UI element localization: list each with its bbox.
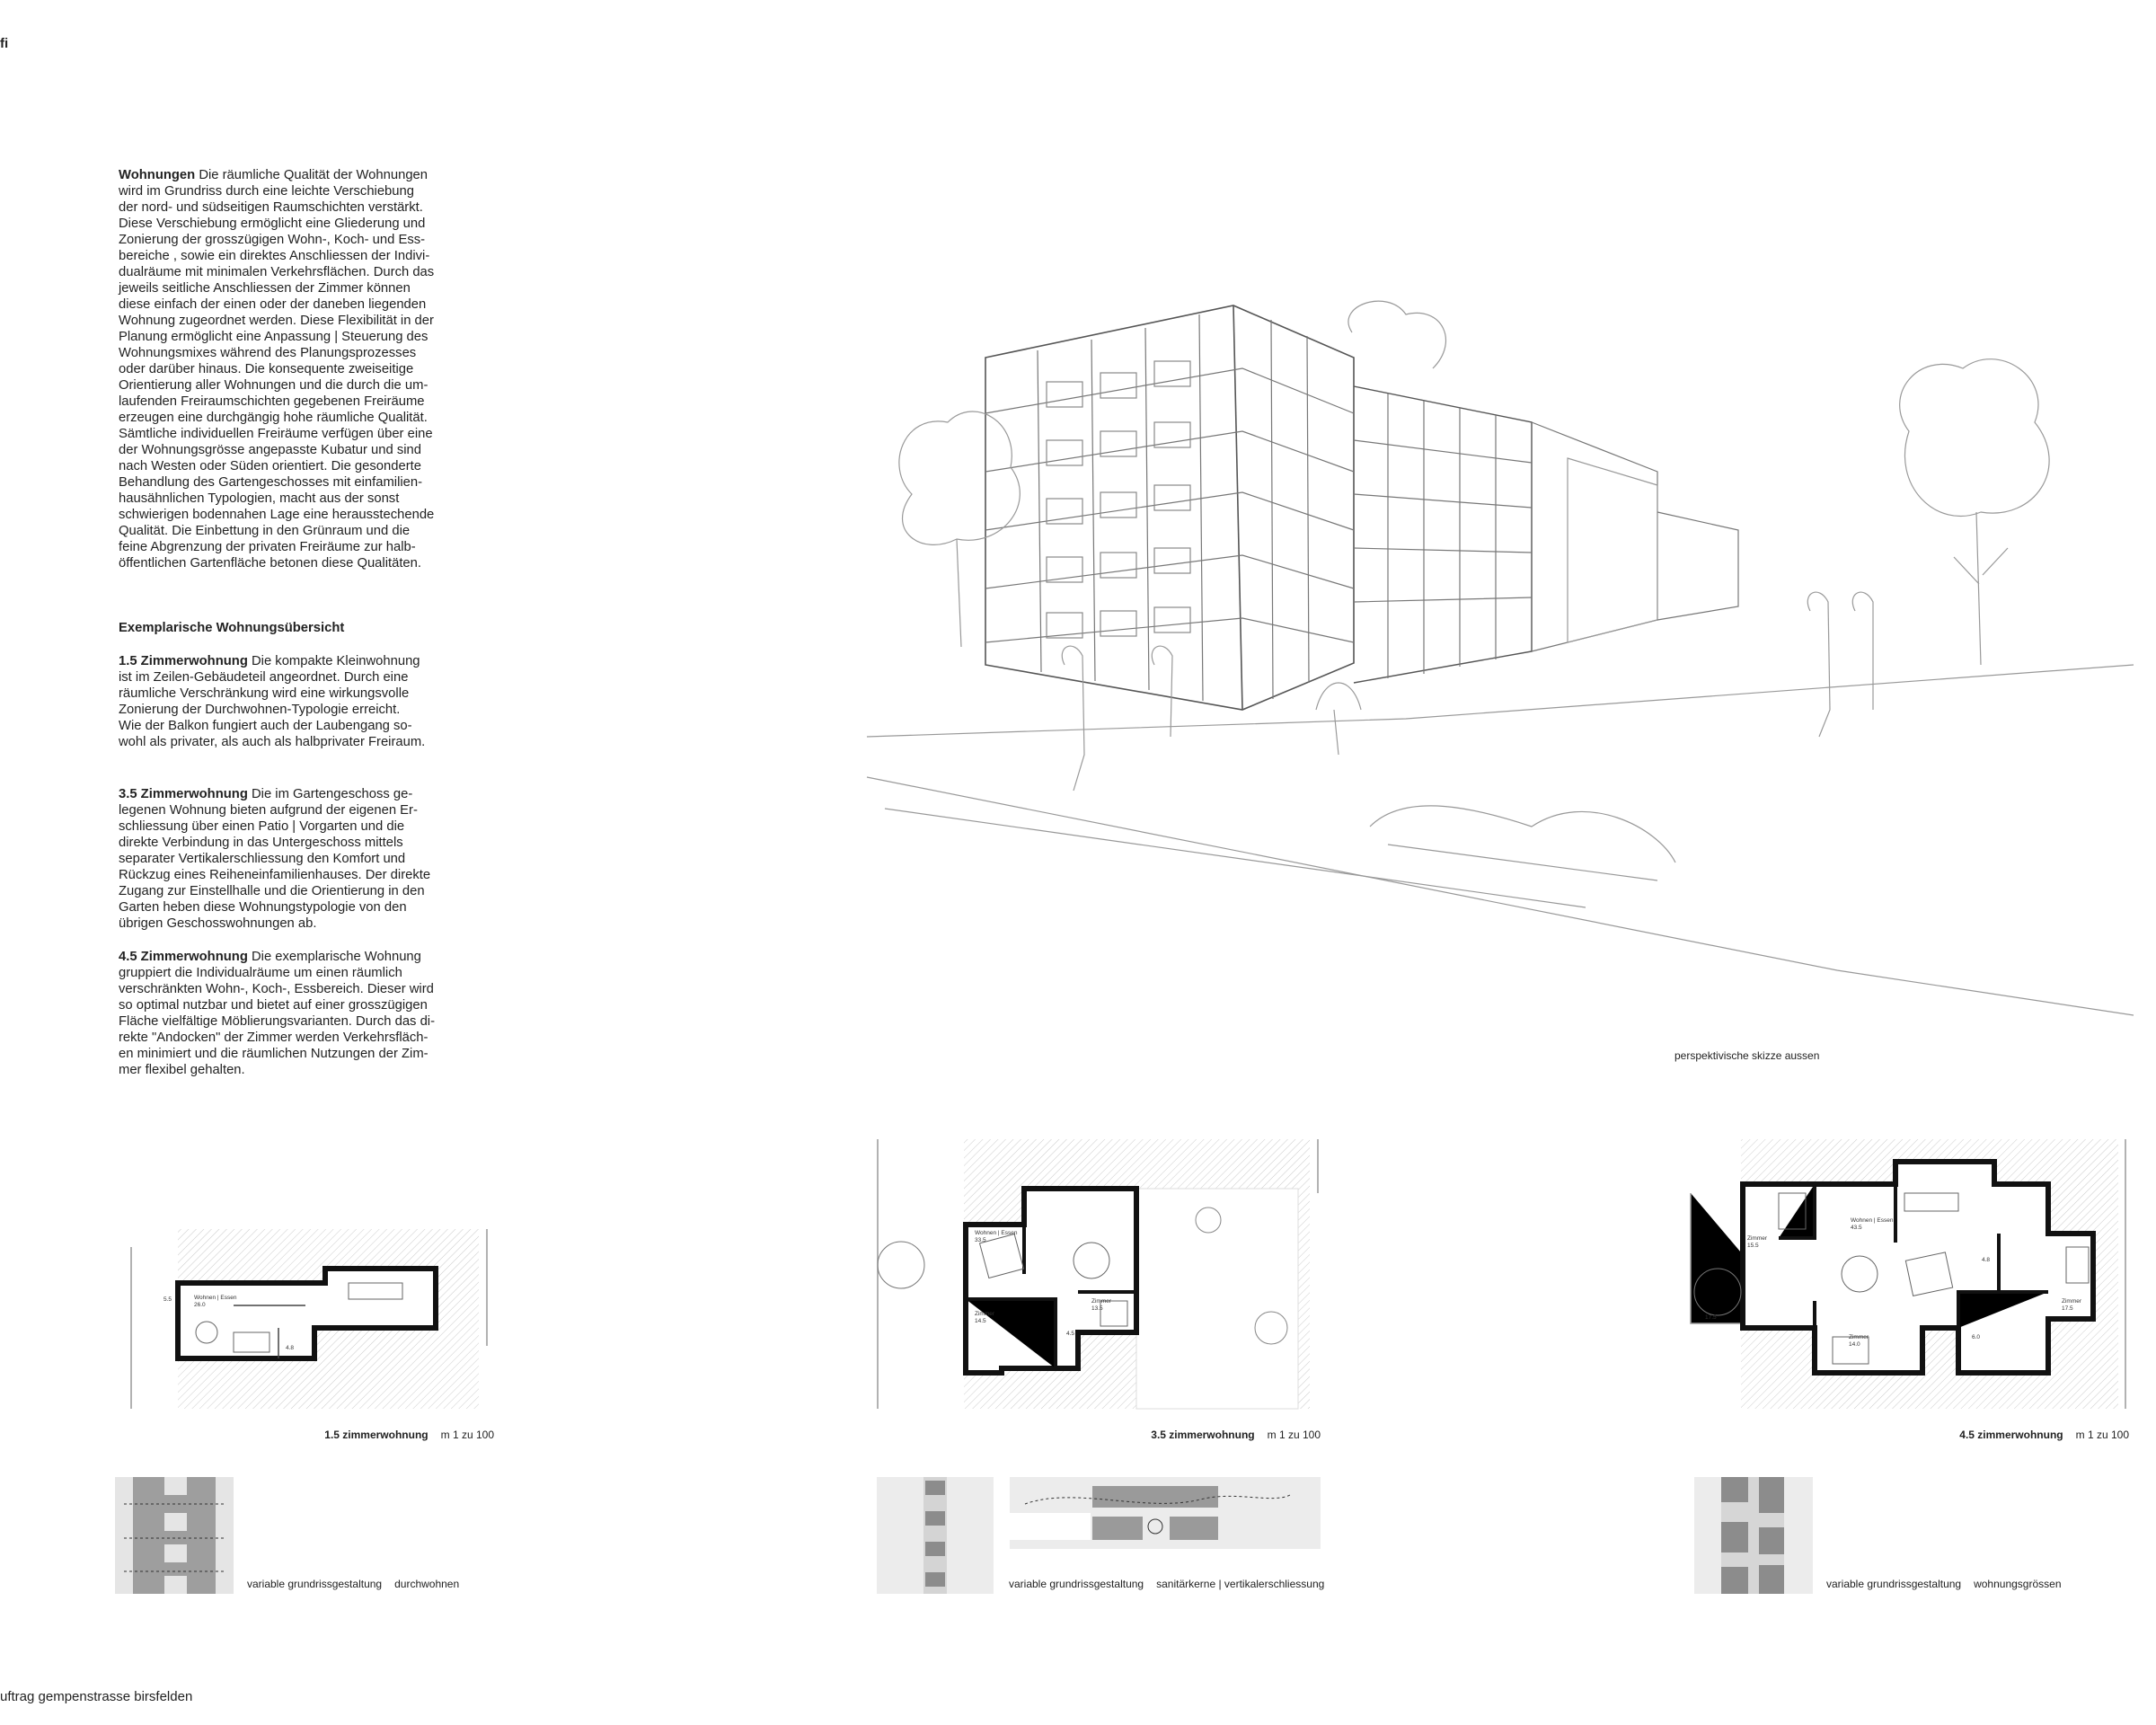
diagram-durchwohnen-caption: variable grundrissgestaltung durchwohnen [247,1578,460,1590]
corner-mark: fi [0,36,9,51]
uebersicht-heading: Exemplarische Wohnungsübersicht [119,621,345,635]
plan-1-5-drawing [126,1139,494,1427]
text-column [119,167,453,1078]
plan-4-5-caption: 4.5 zimmerwohnung m 1 zu 100 [1959,1429,2129,1441]
sketch-ground [867,592,2134,1015]
sketch-caption: perspektivische skizze aussen [1674,1049,1820,1062]
room-area-zimmer-2: 14.0 [1849,1341,1860,1348]
sketch-row-block [1354,386,1738,683]
plan-4-5-zimmerwohnung [1689,1139,2129,1441]
room-label-wohnen: Wohnen | Essen [194,1295,237,1301]
plan-3-5-drawing [876,1139,1321,1427]
room-label-zimmer-2: Zimmer [1849,1334,1869,1340]
room-label-zimmer-3: Zimmer [2062,1298,2082,1305]
room-label-balcony: 5.5 [163,1296,172,1303]
wohnungen-paragraph: Wohnungen Die räumliche Qualität der Wohnungen wird im Grundriss durch eine leichte Verschiebung der nord- und südseitigen Raumschichten verstärkt. Diese Verschiebung ermöglicht eine Gliederung und Zonierung der grosszügigen Wohn-, Koch- und Ess- bereiche , sowie ein direktes Anschliessen der Indivi- dualräume mit minimalen Verkehrsflächen. Durch das jeweils seitliche Anschliessen der Zimmer können diese einfach der einen oder der daneben liegenden Wohnung zugeordnet werden. Diese Flexibilität in der Planung ermöglicht eine Anpassung | Steuerung des Wohnungsmixes während des Planungsprozesses oder darüber hinaus. Die konsequente zweiseitige Orientierung aller Wohnungen und die durch die um- laufenden Freiraumschichten gegebenen Freiräume erzeugen eine durchgängig hohe räumliche Qualität. Sämtliche individuellen Freiräume verfügen über eine der Wohnungsgrösse angepasste Kubatur und sind nach Westen oder Süden orientiert. Die gesonderte Behandlung des Gartengeschosses mit einfamilien- hausähnlichen Typologien, macht aus der sonst schwierigen bodennahen Lage eine herausstechende Qualität. Die Einbettung in den Grünraum und die feine Abgrenzung der privaten Freiräume zur halb- öffentlichen Gartenfläche betonen diese Qualitäten. [119,168,435,571]
diagram-wohnungsgroessen-graphic [1694,1477,1813,1594]
footer-project-title: uftrag gempenstrasse birsfelden [0,1689,193,1704]
diagram-sanitaerkerne [877,1477,1325,1598]
room-label-bath: 4.5 [1066,1331,1075,1337]
w45-heading: 4.5 Zimmerwohnung [119,950,248,964]
diagram-durchwohnen [115,1477,460,1598]
room-label-zimmer-1: Zimmer [975,1311,995,1317]
room-area-zimmer-3: 17.5 [2062,1305,2073,1312]
diagram-wohnungsgroessen [1694,1477,2062,1598]
room-label-balcony: 17.5 [1705,1314,1717,1321]
w35-heading: 3.5 Zimmerwohnung [119,787,248,801]
room-area-wohnen: 33.5 [975,1237,986,1243]
plan-4-5-drawing [1689,1139,2129,1427]
room-area-zimmer-2: 13.5 [1091,1305,1103,1312]
diagram-sanitaerkerne-graphic [877,1477,1321,1594]
room-label-wohnen: Wohnen | Essen [975,1230,1018,1236]
sketch-trees [899,301,2049,665]
plan-1-5-caption: 1.5 zimmerwohnung m 1 zu 100 [324,1429,494,1441]
room-label-zimmer-2: Zimmer [1091,1298,1112,1305]
room-label-wohnen: Wohnen | Essen [1851,1217,1894,1224]
room-area-wohnen: 43.5 [1851,1225,1862,1231]
sketch-main-block [985,305,1354,710]
diagram-wohnungsgroessen-caption: variable grundrissgestaltung wohnungsgrössen [1826,1578,2062,1590]
room-label-bath-2: 6.0 [1972,1334,1981,1340]
plan-3-5-zimmerwohnung [876,1139,1321,1441]
wohnungen-heading: Wohnungen [119,168,196,182]
room-label-bath-1: 4.8 [1982,1257,1991,1263]
w15-paragraph: 1.5 Zimmerwohnung Die kompakte Kleinwohnung ist im Zeilen-Gebäudeteil angeordnet. Durch eine räumliche Verschränkung wird eine wirkungsvolle Zonierung der Durchwohnen-Typologie erreicht. Wie der Balkon fungiert auch der Laubengang so- wohl als privater, als auch als halbprivater Freiraum. [119,654,426,749]
perspective-sketch [849,288,2138,1024]
plan-3-5-caption: 3.5 zimmerwohnung m 1 zu 100 [1151,1429,1321,1441]
room-area-zimmer-1: 15.5 [1747,1243,1759,1249]
w35-paragraph: 3.5 Zimmerwohnung Die im Gartengeschoss ge- legenen Wohnung bieten aufgrund der eigenen Er- schliessung über einen Patio | Vorgarten und die direkte Verbindung in das Untergeschoss mittels separater Vertikalerschliessung den Komfort und Rückzug eines Reiheneinfamilienhauses. Der direkte Zugang zur Einstellhalle und die Orientierung in den Garten heben diese Wohnungstypologie von den übrigen Geschosswohnungen ab. [119,787,431,931]
w45-paragraph: 4.5 Zimmerwohnung Die exemplarische Wohnung gruppiert die Individualräume um einen räumlich verschränkten Wohn-, Koch-, Essbereich. Dieser wird so optimal nutzbar und bietet auf einer grosszügigen Fläche vielfältige Möblierungsvarianten. Durch das di- rekte "Andocken" der Zimmer werden Verkehrsfläch- en minimiert und die räumlichen Nutzungen der Zim- mer flexibel gehalten. [119,950,436,1077]
room-area-wohnen: 26.0 [194,1302,206,1308]
diagram-durchwohnen-graphic [115,1477,234,1594]
plan-1-5-zimmerwohnung [126,1139,494,1441]
room-label-zimmer-1: Zimmer [1747,1235,1768,1242]
w15-heading: 1.5 Zimmerwohnung [119,654,248,668]
room-area-zimmer-1: 14.5 [975,1318,986,1324]
diagram-sanitaerkerne-caption: variable grundrissgestaltung sanitärkerne | vertikalerschliessung [1009,1578,1325,1590]
room-label-bath: 4.8 [286,1345,295,1351]
